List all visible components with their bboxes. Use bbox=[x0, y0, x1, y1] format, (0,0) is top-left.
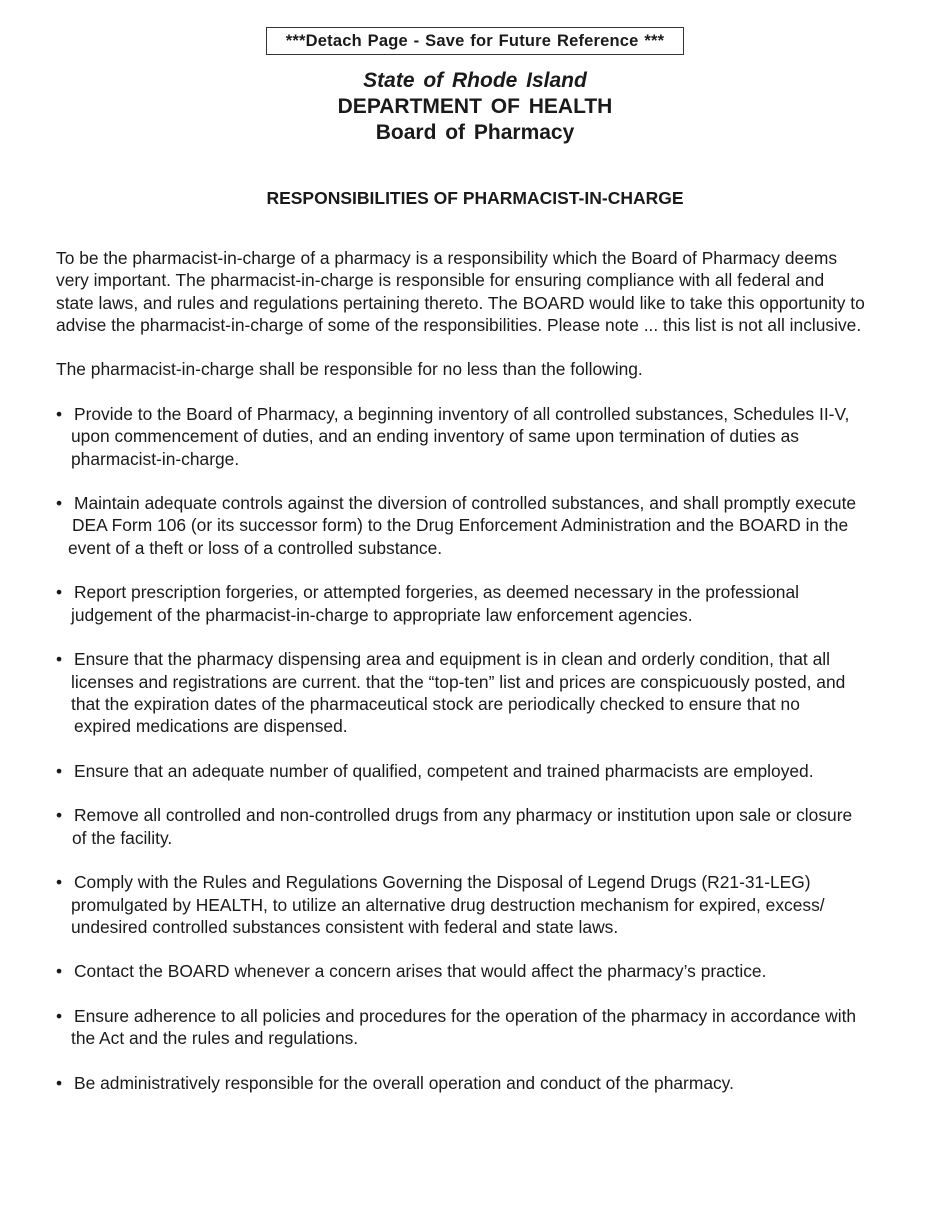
board-name: Board of Pharmacy bbox=[375, 121, 575, 144]
bullet-dot-icon: • bbox=[56, 872, 63, 893]
responsibilities-list bbox=[56, 403, 906, 1117]
bullet-dot-icon: • bbox=[56, 582, 63, 603]
list-item-line: Report prescription forgeries, or attempted forgeries, as deemed necessary in the professional bbox=[74, 582, 799, 603]
list-item-line: Provide to the Board of Pharmacy, a beginning inventory of all controlled substances, Schedules II-V, bbox=[74, 404, 850, 424]
list-item-line: event of a theft or loss of a controlled substance. bbox=[68, 537, 443, 558]
letterhead bbox=[0, 68, 950, 146]
list-item-line: of the facility. bbox=[72, 827, 173, 848]
list-item bbox=[56, 492, 906, 559]
list-item-line: Comply with the Rules and Regulations Governing the Disposal of Legend Drugs (R21-31-LEG) bbox=[74, 872, 811, 893]
list-item-line: that the expiration dates of the pharmaceutical stock are periodically checked to ensure that no bbox=[71, 693, 800, 714]
list-item bbox=[56, 1072, 906, 1094]
bullet-dot-icon: • bbox=[56, 649, 63, 670]
bullet-dot-icon: • bbox=[56, 1006, 63, 1027]
list-item-line: licenses and registrations are current. that the “top-ten” list and prices are conspicuously posted, and bbox=[71, 671, 846, 692]
list-item-line: Ensure that an adequate number of qualified, competent and trained pharmacists are employed. bbox=[74, 760, 814, 781]
list-item-line: Maintain adequate controls against the diversion of controlled substances, and shall promptly execute bbox=[74, 493, 857, 514]
bullet-dot-icon: • bbox=[56, 961, 63, 982]
list-item-line: undesired controlled substances consistent with federal and state laws. bbox=[71, 916, 619, 937]
intro-line: state laws, and rules and regulations pertaining thereto. The BOARD would like to take this opportunity to bbox=[56, 292, 865, 313]
list-item bbox=[56, 760, 906, 782]
list-item-line: promulgated by HEALTH, to utilize an alternative drug destruction mechanism for expired, excess/ bbox=[71, 894, 825, 915]
list-item-line: the Act and the rules and regulations. bbox=[71, 1028, 359, 1049]
list-item-line: DEA Form 106 (or its successor form) to the Drug Enforcement Administration and the BOARD in the bbox=[72, 515, 849, 536]
bullet-dot-icon: • bbox=[56, 404, 63, 424]
list-item bbox=[56, 403, 906, 470]
list-item bbox=[56, 871, 906, 938]
department-name: DEPARTMENT OF HEALTH bbox=[337, 95, 613, 118]
list-item-line: Ensure adherence to all policies and procedures for the operation of the pharmacy in accordance with bbox=[74, 1006, 857, 1027]
list-item bbox=[56, 804, 906, 849]
bullet-dot-icon: • bbox=[56, 1072, 63, 1093]
intro-paragraph bbox=[56, 247, 906, 336]
list-item-line: judgement of the pharmacist-in-charge to appropriate law enforcement agencies. bbox=[71, 604, 693, 625]
list-item-line: expired medications are dispensed. bbox=[74, 716, 348, 737]
document-title: RESPONSIBILITIES OF PHARMACIST-IN-CHARGE bbox=[266, 188, 684, 208]
list-item-line: Be administratively responsible for the overall operation and conduct of the pharmacy. bbox=[74, 1072, 734, 1093]
list-item-line: upon commencement of duties, and an ending inventory of same upon termination of duties as bbox=[71, 426, 799, 447]
state-name: State of Rhode Island bbox=[363, 69, 587, 92]
intro-line: To be the pharmacist-in-charge of a pharmacy is a responsibility which the Board of Pharmacy deems bbox=[56, 248, 838, 268]
list-item bbox=[56, 960, 906, 982]
detach-notice: ***Detach Page - Save for Future Reference *** bbox=[285, 32, 665, 50]
list-item-line: Contact the BOARD whenever a concern arises that would affect the pharmacy’s practice. bbox=[74, 961, 767, 982]
list-item bbox=[56, 581, 906, 626]
bullet-dot-icon: • bbox=[56, 760, 63, 781]
intro-line: very important. The pharmacist-in-charge is responsible for ensuring compliance with all federal and bbox=[56, 270, 825, 291]
list-item bbox=[56, 1005, 906, 1050]
detach-notice-box bbox=[266, 27, 684, 55]
list-item-line: Remove all controlled and non-controlled drugs from any pharmacy or institution upon sale or closure bbox=[74, 805, 853, 826]
intro-line: advise the pharmacist-in-charge of some of the responsibilities. Please note ... this list is not all inclusive. bbox=[56, 314, 862, 335]
lead-sentence: The pharmacist-in-charge shall be responsible for no less than the following. bbox=[56, 359, 643, 379]
bullet-dot-icon: • bbox=[56, 493, 63, 514]
bullet-dot-icon: • bbox=[56, 805, 63, 826]
list-item-line: Ensure that the pharmacy dispensing area and equipment is in clean and orderly condition, that all bbox=[74, 649, 830, 670]
list-item-line: pharmacist-in-charge. bbox=[71, 448, 240, 469]
list-item bbox=[56, 648, 906, 737]
